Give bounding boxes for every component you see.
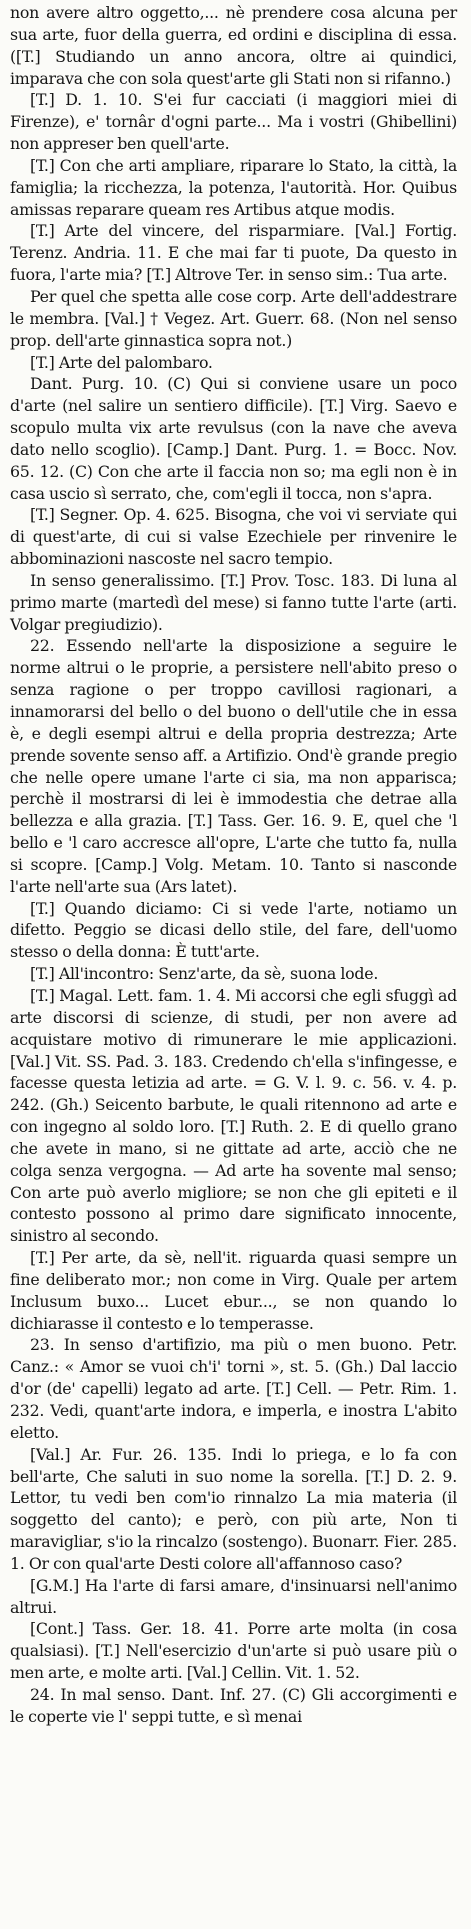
entry-paragraph: [T.] Arte del palombaro. bbox=[30, 352, 213, 372]
entry-paragraph: In senso generalissimo. [T.] Prov. Tosc. 183. Di luna al primo marte (martedì del mese) si fanno tutte l'arte (arti. Volgar pregiudizio). bbox=[10, 570, 457, 634]
dictionary-page bbox=[10, 0, 457, 1728]
entry-paragraph: [T.] All'incontro: Senz'arte, da sè, suona lode. bbox=[30, 964, 379, 984]
entry-paragraph: [Val.] Ar. Fur. 26. 135. Indi lo priega, e lo fa con bell'arte, Che saluti in suo nome la sorella. [T.] D. 2. 9. Lettor, tu vedi ben com'io rinnalzo La mia materia (il soggetto del canto); e però, con più arte, Non ti maravigliar, s'io la rincalzo (sostengo). Buonarr. Fier. 285. 1. Or con qual'arte Desti colore all'affannoso caso? bbox=[10, 1444, 457, 1573]
entry-paragraph: [T.] D. 1. 10. S'ei fur cacciati (i maggiori miei di Firenze), e' tornâr d'ogni parte... Ma i vostri (Ghibellini) non appreser ben quell'arte. bbox=[10, 90, 457, 154]
entry-paragraph: [T.] Per arte, da sè, nell'it. riguarda quasi sempre un fine deliberato mor.; non come in Virg. Quale per artem Inclusum buxo... Lucet ebur..., se non quando lo dichiarasse il contesto e lo temperasse. bbox=[10, 1248, 457, 1333]
entry-paragraph: [T.] Magal. Lett. fam. 1. 4. Mi accorsi che egli sfuggì ad arte discorsi di scienze, di studi, per non avere ad acquistare motivo di rimunerare le mie applicazioni. [Val.] Vit. SS. Pad. 3. 183. Credendo ch'ella s'infingesse, e facesse questa letizia ad arte. = G. V. l. 9. c. 56. v. 4. p. 242. (Gh.) Seicento barbute, le quali ritennono ad arte e con ingegno al soldo loro. [T.] Ruth. 2. E di quello grano che avete in mano, si ne gittate ad arte, acciò che ne colga senza vergogna. — Ad arte ha sovente mal senso; Con arte può averlo migliore; se non che gli epiteti e il contesto possono al primo dare significato innocente, sinistro al secondo. bbox=[10, 985, 457, 1246]
entry-paragraph: [T.] Arte del vincere, del risparmiare. [Val.] Fortig. Terenz. Andria. 11. E che mai far ti puote, Da questo in fuora, l'arte mia? [T.] Altrove Ter. in senso sim.: Tua arte. bbox=[10, 221, 457, 285]
entry-paragraph: 23. In senso d'artifizio, ma più o men buono. Petr. Canz.: « Amor se vuoi ch'i' torni », st. 5. (Gh.) Dal laccio d'or (de' capelli) legato ad arte. [T.] Cell. — Petr. Rim. 1. 232. Vedi, quant'arte indora, e imperla, e inostra L'abito eletto. bbox=[10, 1335, 457, 1442]
entry-paragraph: non avere altro oggetto,... nè prendere cosa alcuna per sua arte, fuor della guerra, ed ordini e disciplina di essa. ([T.] Studiando un anno ancora, oltre ai quindici, imparava che con sola quest'arte gli Stati non si rifanno.) bbox=[10, 3, 457, 88]
entry-paragraph: 24. In mal senso. Dant. Inf. 27. (C) Gli accorgimenti e le coperte vie l' seppi tutte, e sì menai bbox=[10, 1684, 457, 1726]
entry-paragraph: Dant. Purg. 10. (C) Qui si conviene usare un poco d'arte (nel salire un sentiero difficile). [T.] Virg. Saevo e scopulo multa vix arte revulsus (con la nave che aveva dato nello scoglio). [Camp.] Dant. Purg. 1. = Bocc. Nov. 65. 12. (C) Con che arte il faccia non so; ma egli non è in casa uscio sì serrato, che, com'egli il tocca, non s'apra. bbox=[10, 374, 457, 503]
entry-paragraph: [T.] Con che arti ampliare, riparare lo Stato, la città, la famiglia; la ricchezza, la potenza, l'autorità. Hor. Quibus amissas reparare queam res Artibus atque modis. bbox=[10, 155, 457, 219]
entry-paragraph: [Cont.] Tass. Ger. 18. 41. Porre arte molta (in cosa qualsiasi). [T.] Nell'esercizio d'un'arte si può usare più o men arte, e molte arti. [Val.] Cellin. Vit. 1. 52. bbox=[10, 1619, 457, 1683]
entry-paragraph: 22. Essendo nell'arte la disposizione a seguire le norme altrui o le proprie, a persistere nell'abito preso o senza ragione o per troppo cavillosi ragionari, a innamorarsi del bello o del buono o dell'utile che in essa è, e degli esempi altrui e della propria destrezza; Arte prende sovente senso aff. a Artifizio. Ond'è grande pregio che nelle opere umane l'arte ci sia, ma non apparisca; perchè il mostrarsi di lei è immodestia che detrae alla bellezza e alla grazia. [T.] Tass. Ger. 16. 9. E, quel che 'l bello e 'l caro accresce all'opre, L'arte che tutto fa, nulla si scopre. [Camp.] Volg. Metam. 10. Tanto si nasconde l'arte nell'arte sua (Ars latet). bbox=[10, 636, 457, 896]
entry-paragraph: Per quel che spetta alle cose corp. Arte dell'addestrare le membra. [Val.] † Vegez. Art. Guerr. 68. (Non nel senso prop. dell'arte ginnastica sopra not.) bbox=[10, 286, 457, 350]
entry-paragraph: [G.M.] Ha l'arte di farsi amare, d'insinuarsi nell'animo altrui. bbox=[10, 1575, 457, 1617]
entry-paragraph: [T.] Quando diciamo: Ci si vede l'arte, notiamo un difetto. Peggio se dicasi dello stile, del fare, dell'uomo stesso o della donna: È tutt'arte. bbox=[10, 898, 457, 962]
entry-paragraph: [T.] Segner. Op. 4. 625. Bisogna, che voi vi serviate qui di quest'arte, di cui si valse Ezechiele per rinvenire le abbominazioni nascoste nel sacro tempio. bbox=[10, 505, 457, 569]
